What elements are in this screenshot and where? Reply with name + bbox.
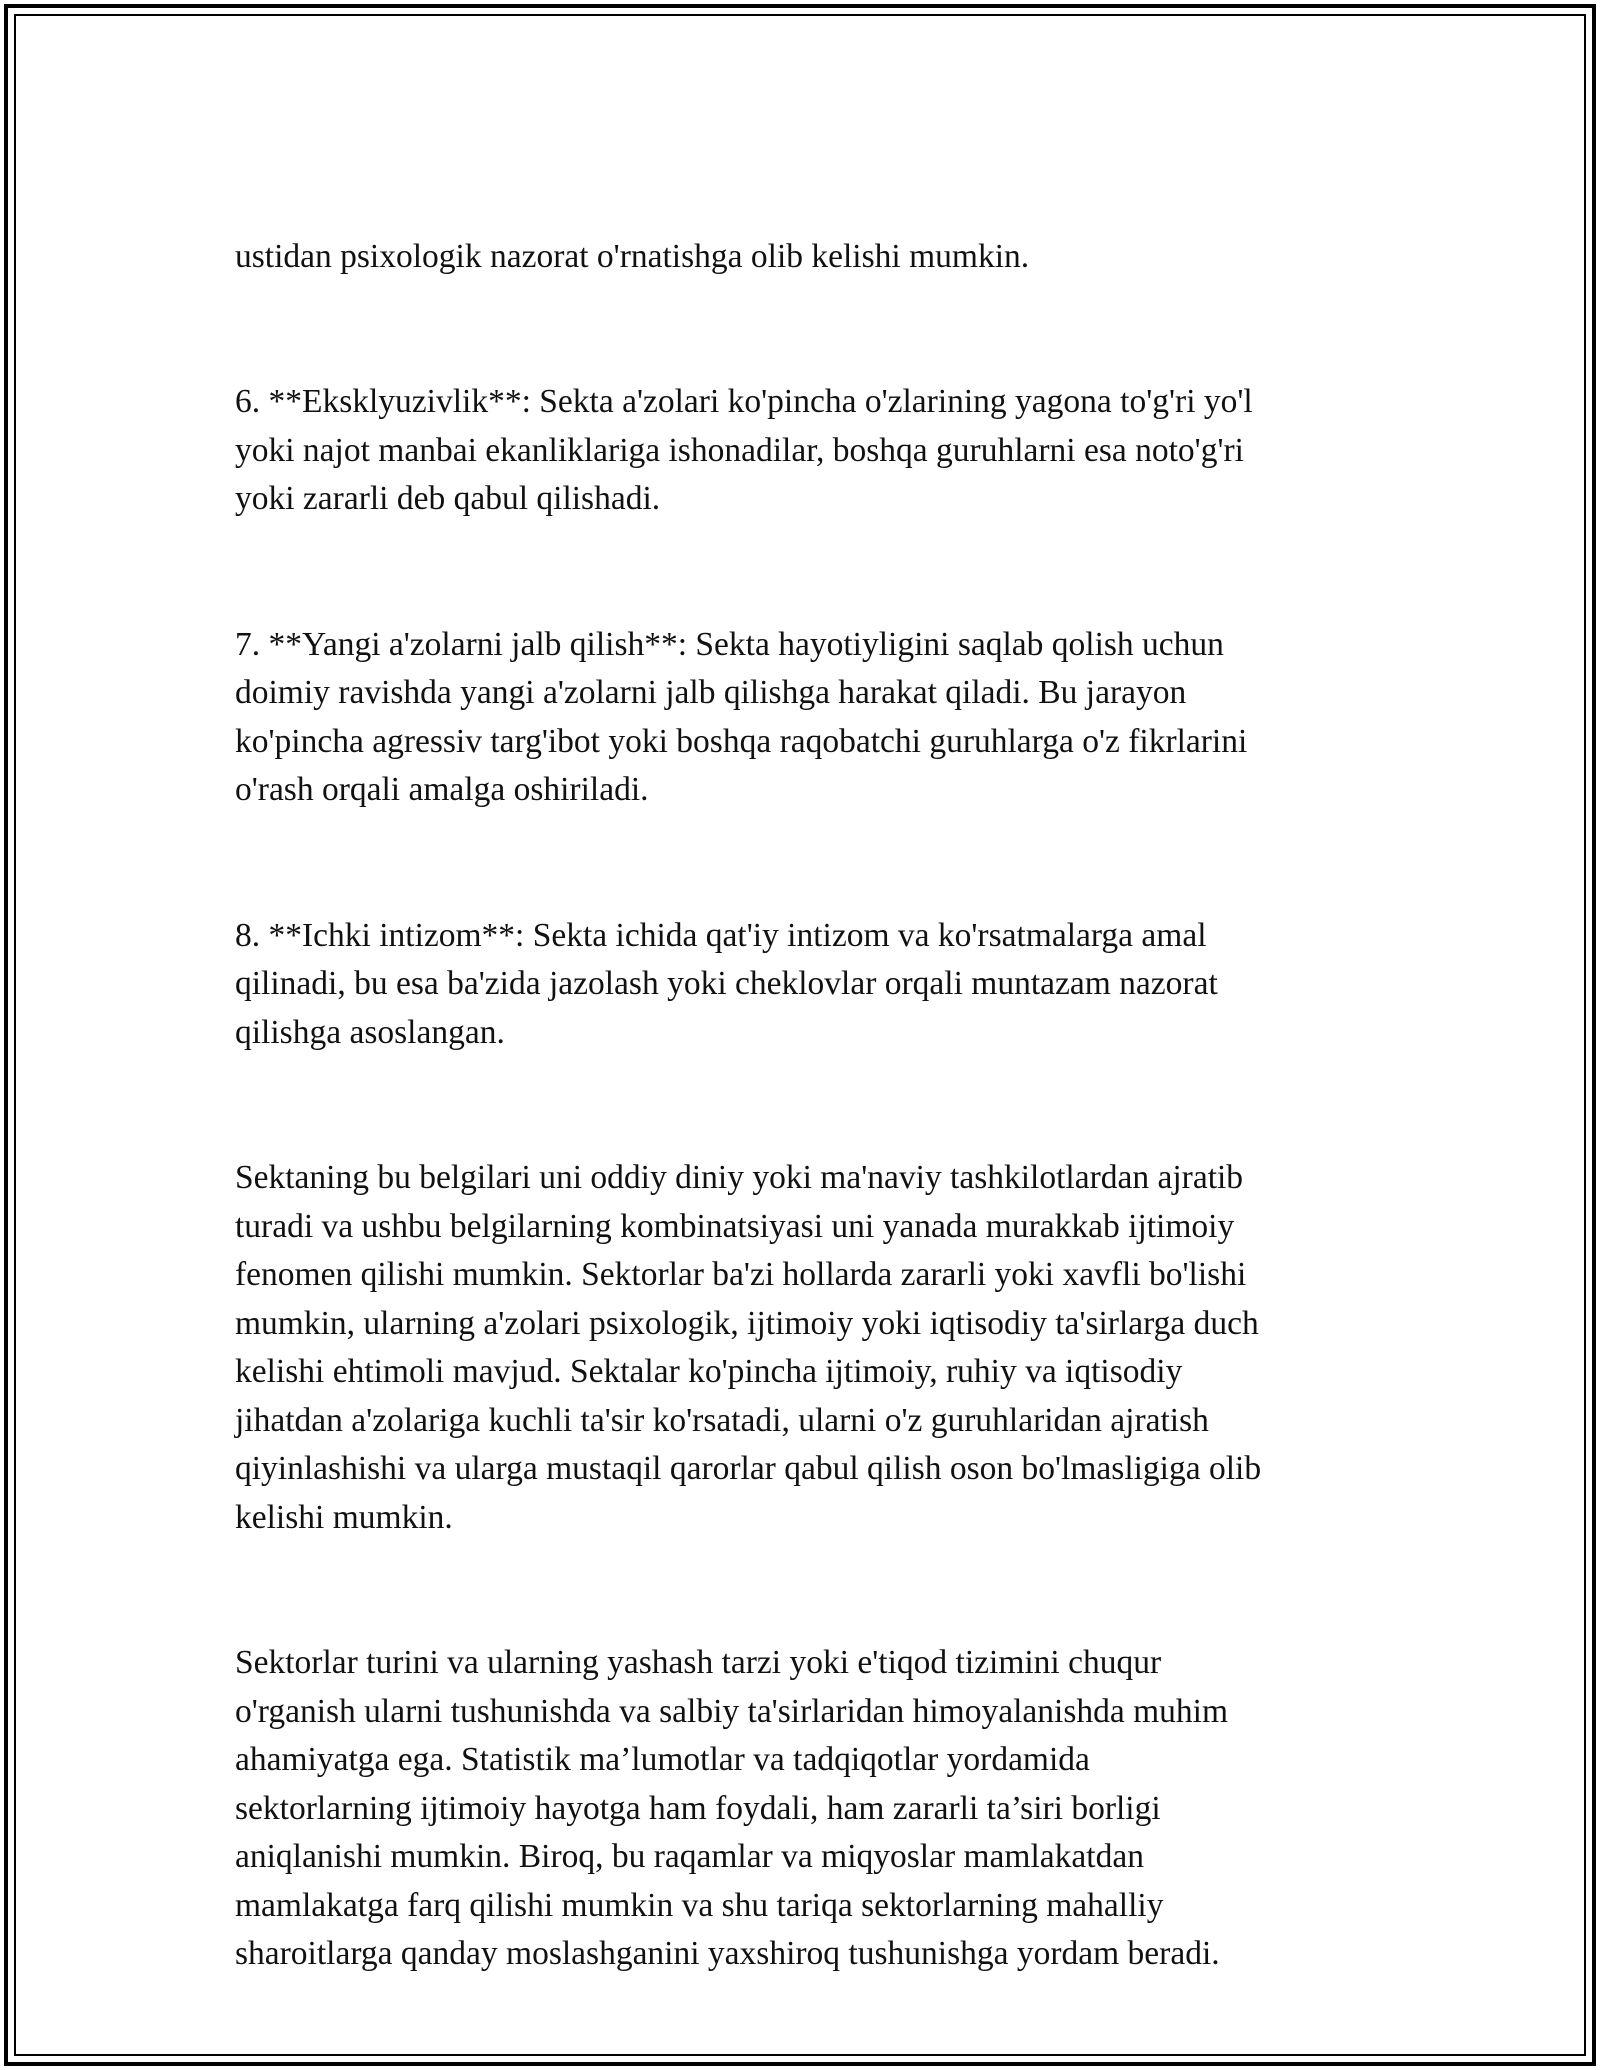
paragraph-item-8: 8. **Ichki intizom**: Sekta ichida qat'iy intizom va ko'rsatmalarga amal qilinadi, bu esa ba'zida jazolash yoki cheklovlar orqali muntazam nazorat qilishga asoslangan. (235, 916, 1218, 1051)
paragraph-continuation: ustidan psixologik nazorat o'rnatishga olib kelishi mumkin. (235, 237, 1030, 275)
paragraph-summary: Sektaning bu belgilari uni oddiy diniy yoki ma'naviy tashkilotlardan ajratib turadi va ushbu belgilarning kombinatsiyasi uni yanada murakkab ijtimoiy fenomen qilishi mumkin. Sektorlar ba'zi hollarda zararli yoki xavfli bo'lishi mumkin, ularning a'zolari psixologik, ijtimoiy yoki iqtisodiy ta'sirlarga duch kelishi ehtimoli mavjud. Sektalar ko'pincha ijtimoiy, ruhiy va iqtisodiy jihatdan a'zolariga kuchli ta'sir ko'rsatadi, ularni o'z guruhlaridan ajratish qiyinlashishi va ularga mustaqil qarorlar qabul qilish oson bo'lmasligiga olib kelishi mumkin. (235, 1159, 1262, 1536)
paragraph-item-6: 6. **Eksklyuzivlik**: Sekta a'zolari ko'pincha o'zlarining yagona to'g'ri yo'l yoki najot manbai ekanliklariga ishonadilar, boshqa guruhlarni esa noto'g'ri yoki zararli deb qabul qilishadi. (235, 383, 1253, 517)
paragraph-conclusion: Sektorlar turini va ularning yashash tarzi yoki e'tiqod tizimini chuqur o'rganish ularni tushunishda va salbiy ta'sirlaridan himoyalanishda muhim ahamiyatga ega. Statistik ma’lumotlar va tadqiqotlar yordamida sektorlarning ijtimoiy hayotga ham foydali, ham zararli ta’siri borligi aniqlanishi mumkin. Biroq, bu raqamlar va miqyoslar mamlakatdan mamlakatga farq qilishi mumkin va shu tariqa sektorlarning mahalliy sharoitlarga qanday moslashganini yaxshiroq tushunishga yordam beradi. (235, 1644, 1229, 1972)
document-body (235, 184, 1370, 2027)
paragraph-item-7: 7. **Yangi a'zolarni jalb qilish**: Sekta hayotiyligini saqlab qolish uchun doimiy ravishda yangi a'zolarni jalb qilishga harakat qiladi. Bu jarayon ko'pincha agressiv targ'ibot yoki boshqa raqobatchi guruhlarga o'z fikrlarini o'rash orqali amalga oshiriladi. (235, 625, 1248, 808)
